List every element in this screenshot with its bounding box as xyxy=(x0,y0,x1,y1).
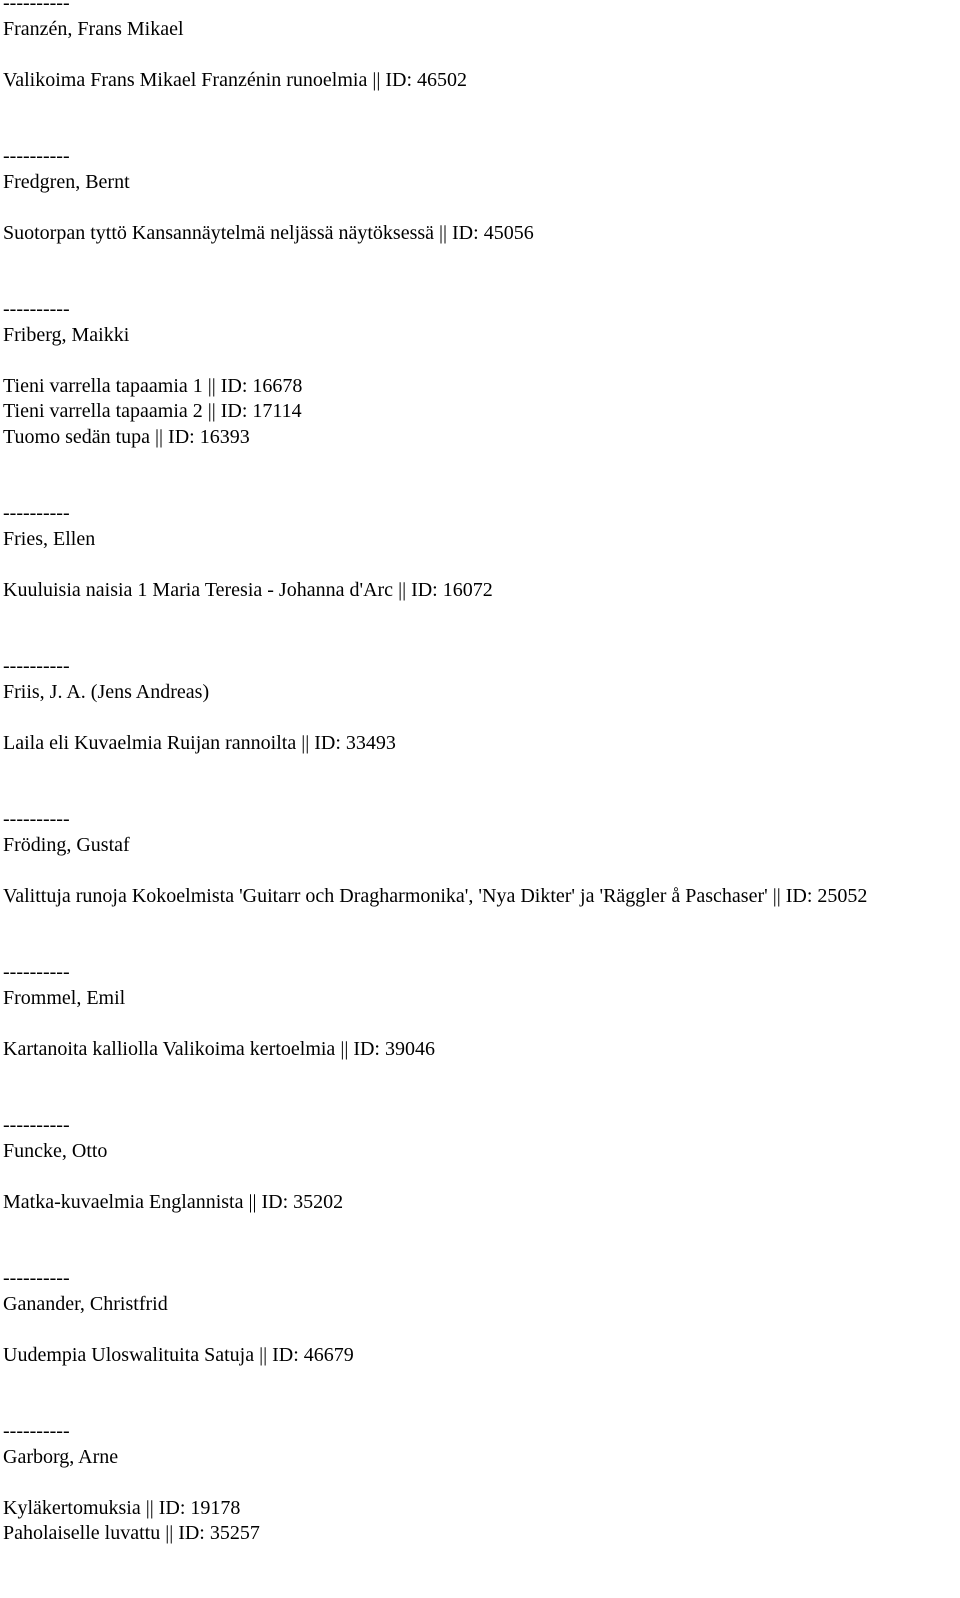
entry-separator: ---------- xyxy=(3,961,70,983)
entry-trailer-gap xyxy=(3,909,960,960)
work-title: Valittuja runoja Kokoelmista 'Guitarr och Dragharmonika', 'Nya Dikter' ja 'Räggler å Paschaser' xyxy=(3,884,768,907)
entry-gap xyxy=(3,42,960,68)
work-list xyxy=(3,1037,960,1063)
author-name: Fredgren, Bernt xyxy=(3,170,130,193)
work-title: Paholaiselle luvattu xyxy=(3,1522,161,1544)
work-item xyxy=(3,1496,960,1522)
entry-gap xyxy=(3,552,960,578)
author-name: Franzén, Frans Mikael xyxy=(3,17,184,40)
work-title: Suotorpan tyttö Kansannäytelmä neljässä näytöksessä xyxy=(3,221,435,244)
entry-gap xyxy=(3,348,960,374)
entry-gap xyxy=(3,195,960,221)
work-item xyxy=(3,399,960,425)
entry-separator: ---------- xyxy=(3,298,70,320)
work-list xyxy=(3,578,960,604)
work-title: Tieni varrella tapaamia 1 xyxy=(3,374,203,397)
author-entry xyxy=(3,960,960,1113)
work-id: 46679 xyxy=(303,1343,354,1366)
author-entry xyxy=(3,1266,960,1419)
author-entry xyxy=(3,144,960,297)
work-title: Kuuluisia naisia 1 Maria Teresia - Johanna d'Arc xyxy=(3,578,394,601)
work-list xyxy=(3,1343,960,1369)
entry-trailer-gap xyxy=(3,93,960,144)
entry-gap xyxy=(3,858,960,884)
author-entry xyxy=(3,0,960,144)
id-label: || ID: xyxy=(372,68,413,91)
work-item xyxy=(3,731,960,757)
work-title: Valikoima Frans Mikael Franzénin runoelmia xyxy=(3,68,368,91)
author-name: Garborg, Arne xyxy=(3,1445,119,1468)
entry-gap xyxy=(3,1470,960,1496)
id-label: || ID: xyxy=(248,1190,289,1213)
author-name: Frommel, Emil xyxy=(3,986,126,1009)
entry-separator: ---------- xyxy=(3,145,70,167)
id-label: || ID: xyxy=(145,1496,186,1519)
work-title: Laila eli Kuvaelmia Ruijan rannoilta xyxy=(3,731,297,754)
entry-trailer-gap xyxy=(3,756,960,807)
author-name: Fröding, Gustaf xyxy=(3,833,130,856)
work-list xyxy=(3,1496,960,1547)
id-label: || ID: xyxy=(398,578,438,601)
work-item xyxy=(3,221,960,247)
entry-separator: ---------- xyxy=(3,1420,70,1442)
id-label: || ID: xyxy=(340,1037,380,1060)
author-entry xyxy=(3,501,960,654)
work-item xyxy=(3,1343,960,1369)
id-label: || ID: xyxy=(155,425,195,448)
entry-trailer-gap xyxy=(3,1368,960,1419)
work-id: 39046 xyxy=(384,1037,435,1060)
work-list xyxy=(3,374,960,451)
work-id: 16678 xyxy=(252,374,303,397)
work-id: 46502 xyxy=(417,68,468,91)
entry-separator: ---------- xyxy=(3,502,70,524)
entry-separator: ---------- xyxy=(3,0,70,14)
id-label: || ID: xyxy=(207,400,248,422)
work-title: Tuomo sedän tupa xyxy=(3,425,151,448)
work-item xyxy=(3,1521,960,1547)
author-name: Friberg, Maikki xyxy=(3,323,130,346)
id-label: || ID: xyxy=(439,221,479,244)
work-list xyxy=(3,68,960,94)
entry-separator: ---------- xyxy=(3,655,70,677)
work-item xyxy=(3,1190,960,1216)
work-list xyxy=(3,221,960,247)
entry-separator: ---------- xyxy=(3,1267,70,1289)
entry-trailer-gap xyxy=(3,450,960,501)
work-id: 25052 xyxy=(817,884,868,907)
work-id: 33493 xyxy=(345,731,396,754)
author-entry xyxy=(3,1419,960,1598)
work-item xyxy=(3,1037,960,1063)
work-item xyxy=(3,425,960,451)
work-id: 17114 xyxy=(252,400,302,422)
work-list xyxy=(3,884,960,910)
id-label: || ID: xyxy=(207,374,248,397)
work-id: 16393 xyxy=(199,425,250,448)
entry-separator: ---------- xyxy=(3,1114,70,1136)
author-entry xyxy=(3,807,960,960)
entry-trailer-gap xyxy=(3,1062,960,1113)
work-title: Tieni varrella tapaamia 2 xyxy=(3,400,203,422)
author-entry xyxy=(3,297,960,501)
author-name: Funcke, Otto xyxy=(3,1139,108,1162)
work-title: Kartanoita kalliolla Valikoima kertoelmia xyxy=(3,1037,336,1060)
entry-gap xyxy=(3,705,960,731)
author-entry xyxy=(3,654,960,807)
work-list xyxy=(3,1190,960,1216)
entry-gap xyxy=(3,1317,960,1343)
work-id: 35202 xyxy=(293,1190,344,1213)
author-name: Friis, J. A. (Jens Andreas) xyxy=(3,680,210,703)
entry-separator: ---------- xyxy=(3,808,70,830)
work-title: Kyläkertomuksia xyxy=(3,1496,141,1519)
author-entry xyxy=(3,1113,960,1266)
entry-trailer-gap xyxy=(3,246,960,297)
work-id: 19178 xyxy=(190,1496,241,1519)
work-id: 16072 xyxy=(442,578,493,601)
work-title: Matka-kuvaelmia Englannista xyxy=(3,1190,244,1213)
work-id: 35257 xyxy=(209,1522,260,1544)
entry-trailer-gap xyxy=(3,1215,960,1266)
id-label: || ID: xyxy=(165,1522,205,1544)
work-list xyxy=(3,731,960,757)
work-item xyxy=(3,578,960,604)
entry-trailer-gap xyxy=(3,603,960,654)
author-name: Fries, Ellen xyxy=(3,527,96,550)
entry-trailer-gap xyxy=(3,1547,960,1598)
work-id: 45056 xyxy=(483,221,534,244)
id-label: || ID: xyxy=(259,1343,299,1366)
author-name: Ganander, Christfrid xyxy=(3,1292,168,1315)
entry-gap xyxy=(3,1164,960,1190)
work-item xyxy=(3,374,960,400)
id-label: || ID: xyxy=(301,731,341,754)
id-label: || ID: xyxy=(772,884,813,907)
work-item xyxy=(3,884,960,910)
entry-gap xyxy=(3,1011,960,1037)
work-item xyxy=(3,68,960,94)
work-title: Uudempia Uloswalituita Satuja xyxy=(3,1343,255,1366)
